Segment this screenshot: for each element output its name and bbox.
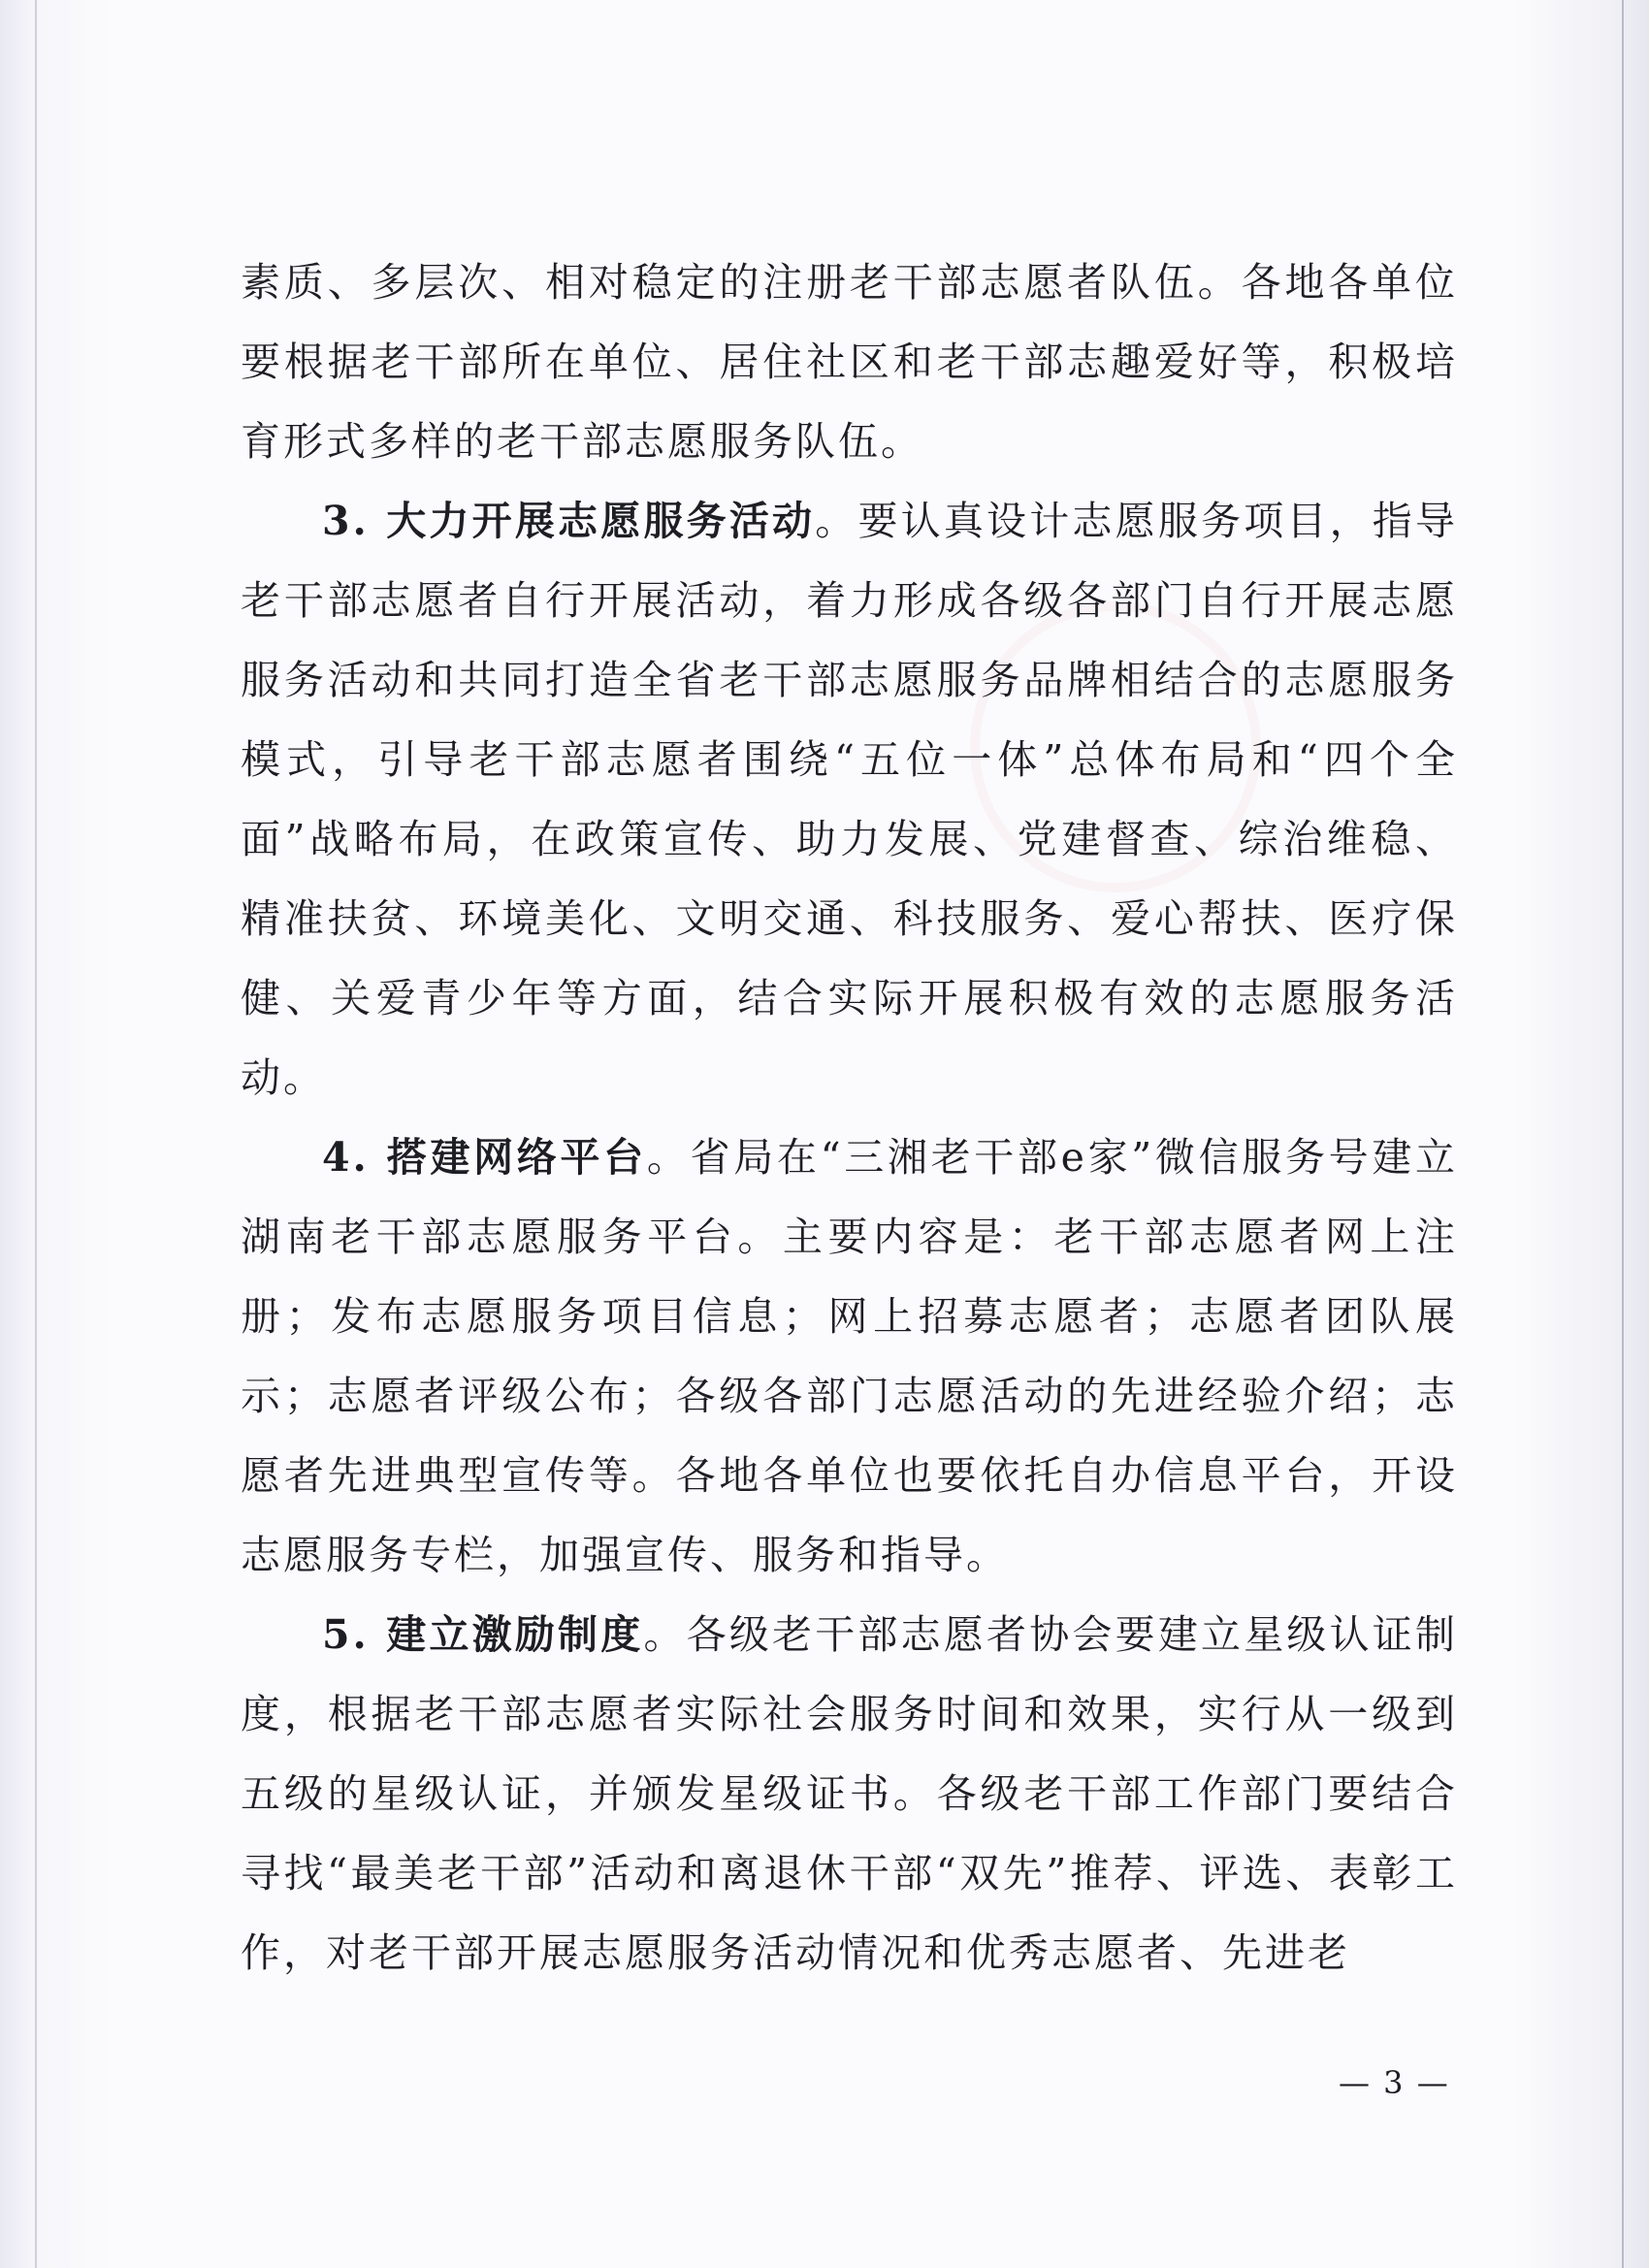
item-heading: 5. 建立激励制度 bbox=[322, 1611, 644, 1658]
paragraph-item-4 bbox=[241, 1118, 1458, 1595]
paragraph-text: 。省局在“三湘老干部e家”微信服务号建立湖南老干部志愿服务平台。主要内容是：老干部志愿者网上注册；发布志愿服务项目信息；网上招募志愿者；志愿者团队展示；志愿者评级公布；各级各部门志愿活动的先进经验介绍；志愿者先进典型宣传等。各地各单位也要依托自办信息平台，开设志愿服务专栏，加强宣传、服务和指导。 bbox=[241, 1134, 1459, 1578]
paragraph-item-5 bbox=[241, 1595, 1458, 1993]
page-left-edge bbox=[35, 0, 37, 2268]
paragraph-continued bbox=[241, 243, 1458, 481]
item-heading: 4. 搭建网络平台 bbox=[322, 1134, 647, 1181]
document-body bbox=[241, 243, 1458, 1993]
paragraph-text: 。各级老干部志愿者协会要建立星级认证制度，根据老干部志愿者实际社会服务时间和效果，实行从一级到五级的星级认证，并颁发星级证书。各级老干部工作部门要结合寻找“最美老干部”活动和离退休干部“双先”推荐、评选、表彰工作，对老干部开展志愿服务活动情况和优秀志愿者、先进老 bbox=[241, 1611, 1458, 1976]
paragraph-text: 素质、多层次、相对稳定的注册老干部志愿者队伍。各地各单位要根据老干部所在单位、居住社区和老干部志趣爱好等，积极培育形式多样的老干部志愿服务队伍。 bbox=[241, 259, 1458, 465]
page-number: — 3 — bbox=[1339, 2064, 1450, 2101]
paragraph-item-3 bbox=[241, 481, 1458, 1118]
page-right-edge bbox=[1622, 0, 1624, 2268]
paragraph-text: 。要认真设计志愿服务项目，指导老干部志愿者自行开展活动，着力形成各级各部门自行开展志愿服务活动和共同打造全省老干部志愿服务品牌相结合的志愿服务模式，引导老干部志愿者围绕“五位一体”总体布局和“四个全面”战略布局，在政策宣传、助力发展、党建督查、综治维稳、精准扶贫、环境美化、文明交通、科技服务、爱心帮扶、医疗保健、关爱青少年等方面，结合实际开展积极有效的志愿服务活动。 bbox=[241, 498, 1459, 1101]
item-heading: 3. 大力开展志愿服务活动 bbox=[322, 498, 816, 544]
